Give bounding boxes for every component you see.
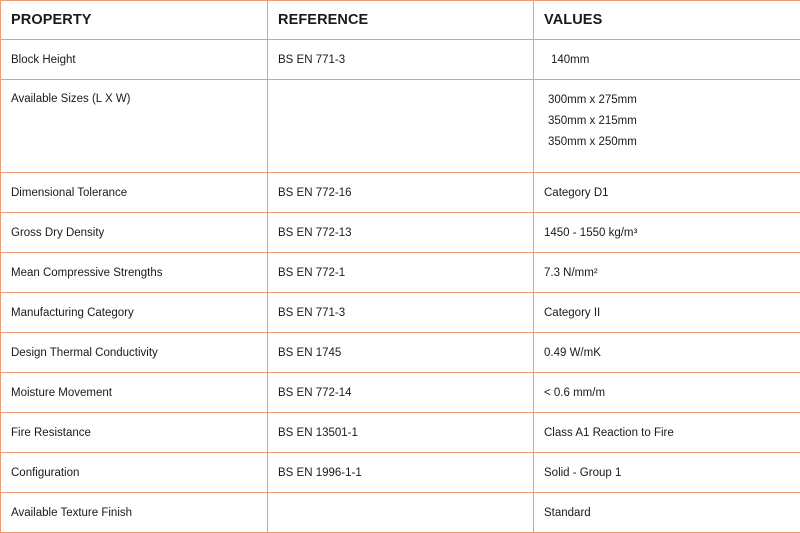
cell-reference: BS EN 1745	[268, 333, 534, 373]
cell-value: Class A1 Reaction to Fire	[534, 413, 800, 453]
table-row	[1, 173, 800, 213]
cell-value	[534, 80, 800, 173]
cell-property: Mean Compressive Strengths	[1, 253, 268, 293]
cell-value: < 0.6 mm/m	[534, 373, 800, 413]
cell-property: Block Height	[1, 40, 268, 80]
table-row	[1, 493, 800, 533]
table-row	[1, 213, 800, 253]
cell-property: Available Texture Finish	[1, 493, 268, 533]
cell-reference	[268, 493, 534, 533]
cell-reference: BS EN 13501-1	[268, 413, 534, 453]
table-row	[1, 253, 800, 293]
cell-property: Dimensional Tolerance	[1, 173, 268, 213]
cell-reference: BS EN 772-1	[268, 253, 534, 293]
cell-property: Available Sizes (L X W)	[1, 80, 268, 173]
cell-value: 0.49 W/mK	[534, 333, 800, 373]
table-row	[1, 453, 800, 493]
value-text: 300mm x 275mm	[548, 90, 790, 111]
cell-reference	[268, 80, 534, 173]
cell-value: Category II	[534, 293, 800, 333]
table-header-row	[1, 1, 800, 40]
table-row	[1, 373, 800, 413]
table-row	[1, 40, 800, 80]
cell-value: Solid - Group 1	[534, 453, 800, 493]
cell-property: Design Thermal Conductivity	[1, 333, 268, 373]
cell-value: Category D1	[534, 173, 800, 213]
cell-reference: BS EN 771-3	[268, 293, 534, 333]
cell-property: Manufacturing Category	[1, 293, 268, 333]
cell-property: Fire Resistance	[1, 413, 268, 453]
cell-property: Gross Dry Density	[1, 213, 268, 253]
cell-reference: BS EN 1996-1-1	[268, 453, 534, 493]
cell-value	[534, 40, 800, 80]
table-row	[1, 413, 800, 453]
table-row	[1, 333, 800, 373]
value-text: 350mm x 215mm	[548, 111, 790, 132]
header-property: PROPERTY	[1, 1, 268, 40]
value-text: 350mm x 250mm	[548, 132, 790, 153]
cell-value: Standard	[534, 493, 800, 533]
cell-value: 7.3 N/mm²	[534, 253, 800, 293]
cell-reference: BS EN 772-13	[268, 213, 534, 253]
cell-property: Moisture Movement	[1, 373, 268, 413]
cell-reference: BS EN 771-3	[268, 40, 534, 80]
table-row	[1, 80, 800, 173]
cell-reference: BS EN 772-16	[268, 173, 534, 213]
cell-property: Configuration	[1, 453, 268, 493]
header-reference: REFERENCE	[268, 1, 534, 40]
cell-reference: BS EN 772-14	[268, 373, 534, 413]
header-values: VALUES	[534, 1, 800, 40]
cell-value: 1450 - 1550 kg/m³	[534, 213, 800, 253]
value-text: 140mm	[551, 54, 589, 66]
table-row	[1, 293, 800, 333]
